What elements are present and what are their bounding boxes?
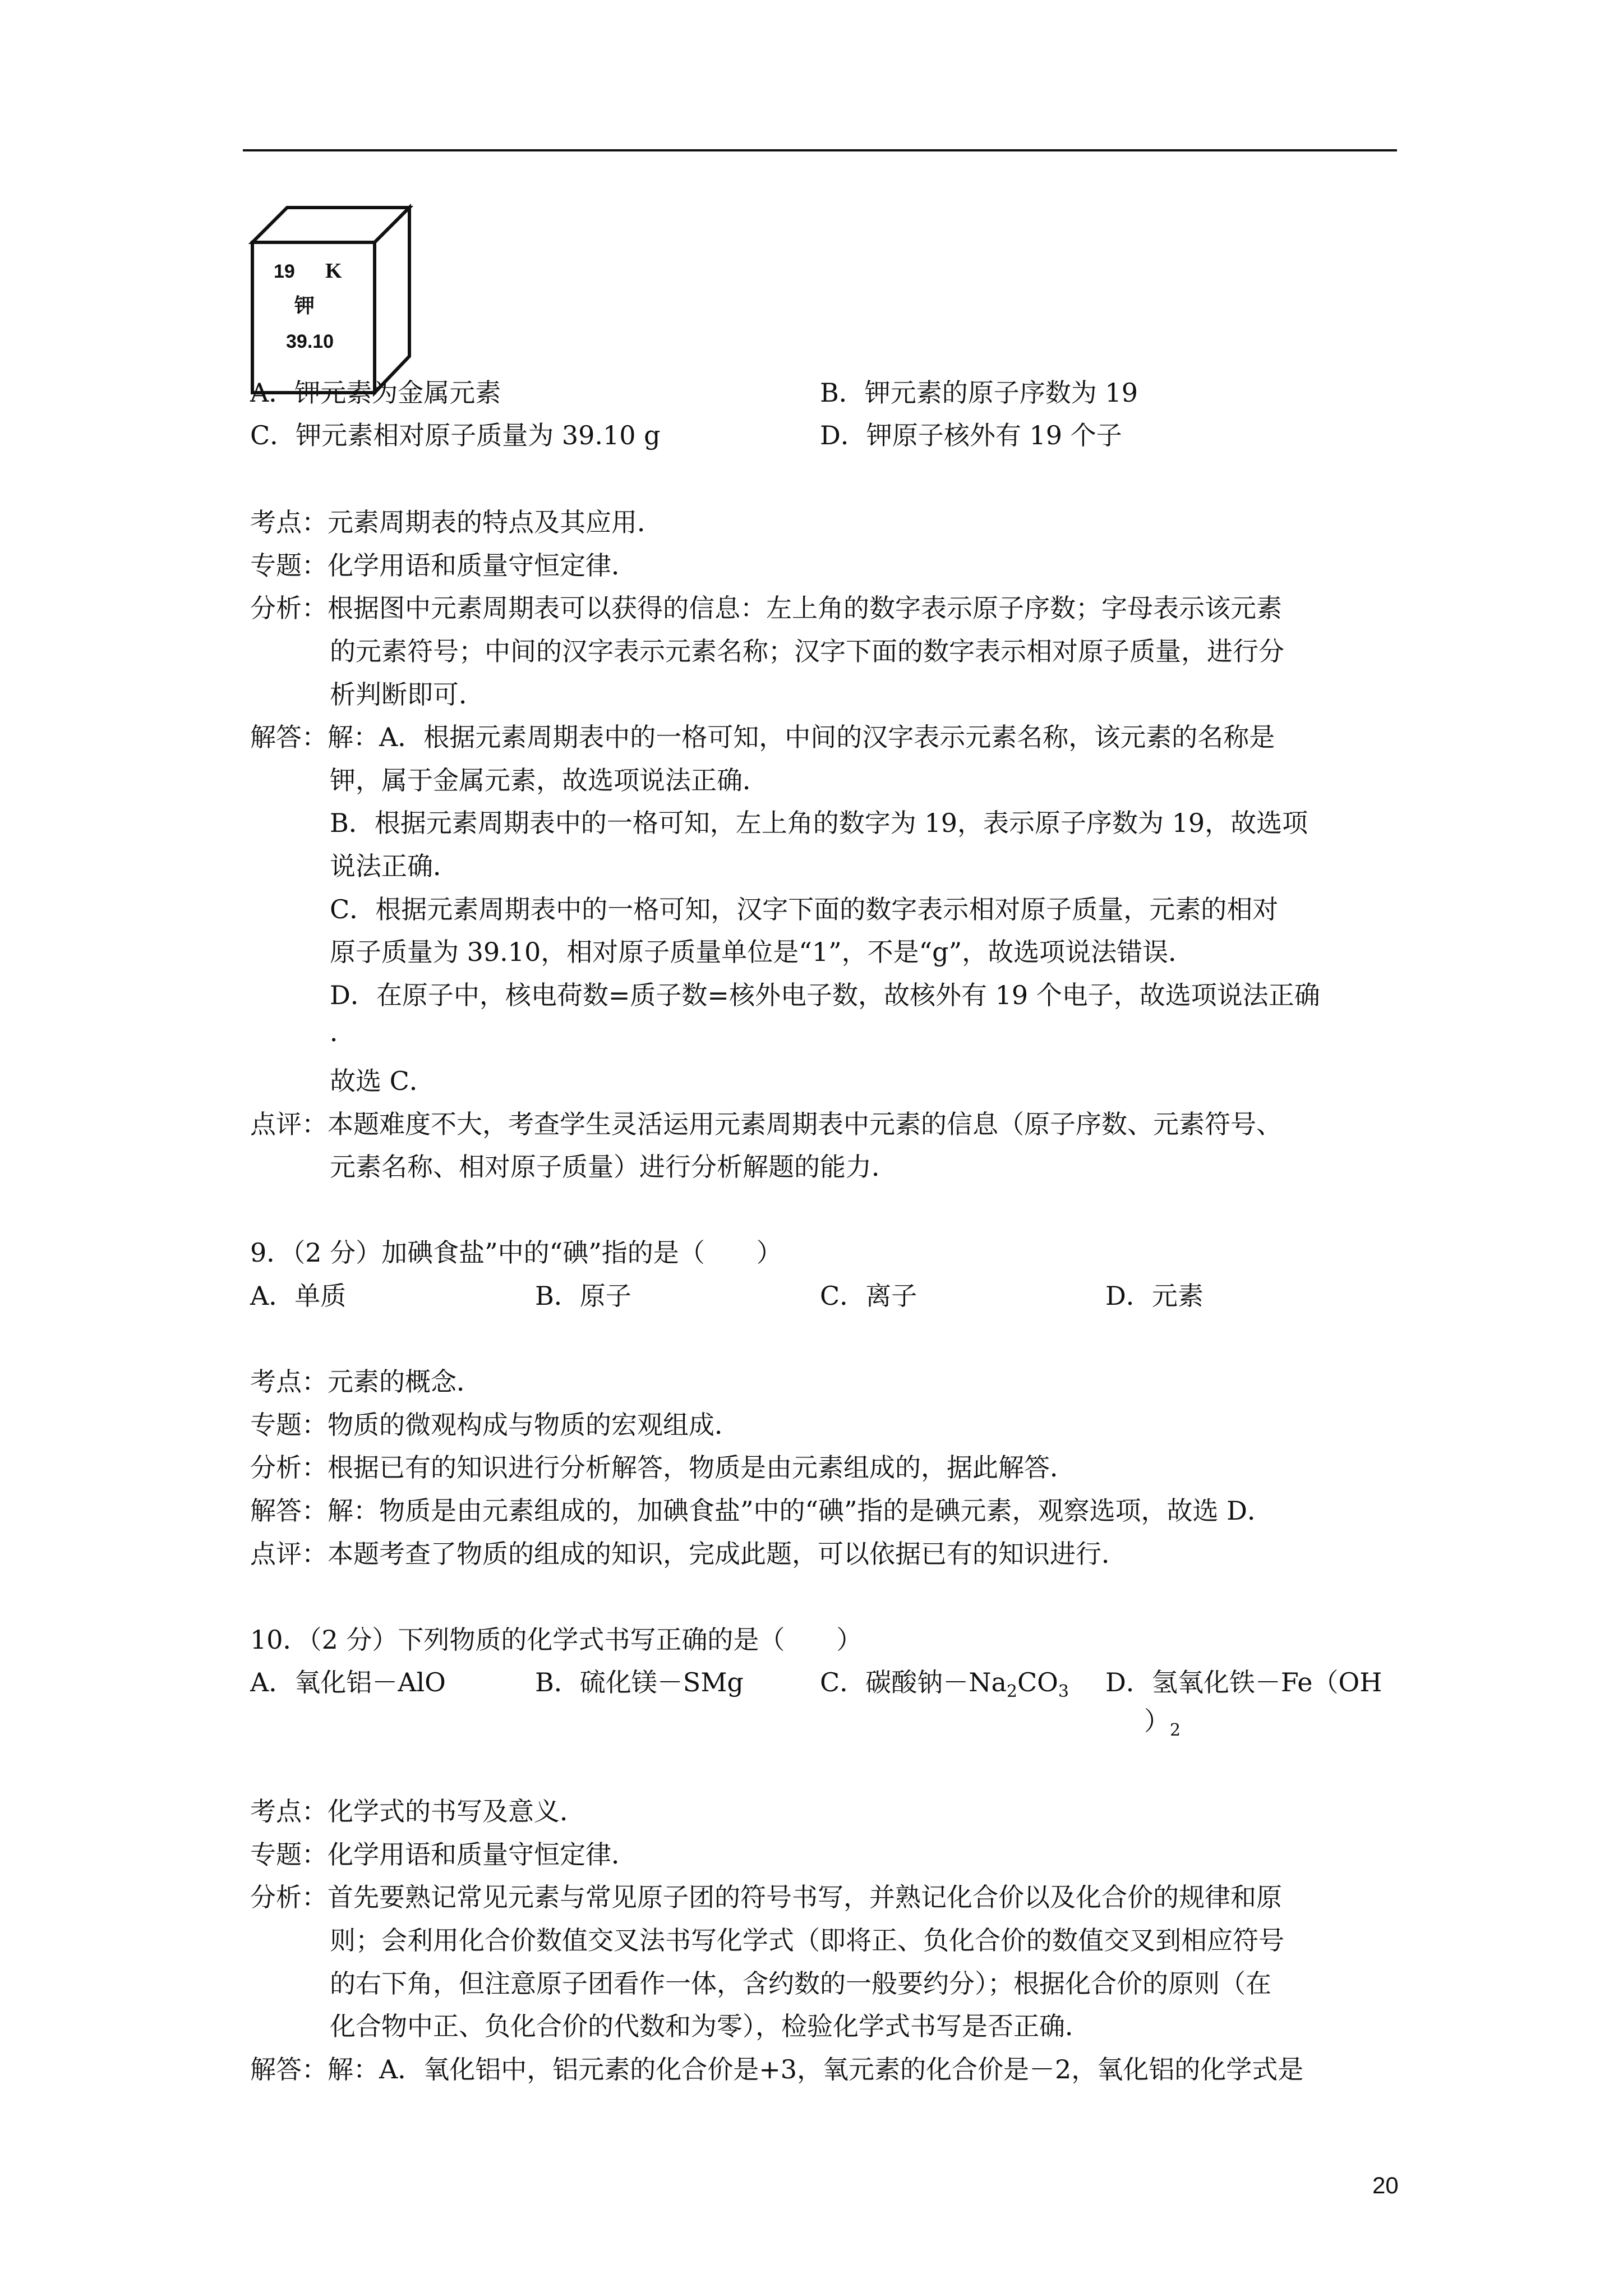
q10-fenxi-line-1: 分析：首先要熟记常见元素与常见原子团的符号书写，并熟记化合价以及化合价的规律和原 [250, 1882, 1282, 1912]
q10-option-a: A．氧化铝－AlO [250, 1667, 446, 1697]
q8-option-b: B．钾元素的原子序数为 19 [820, 378, 1138, 408]
q8-jieda-line-8: ． [330, 1017, 356, 1047]
element-number: 19 [274, 261, 295, 282]
q10-option-d-paren: ） [1144, 1706, 1170, 1736]
q10-fenxi-line-2: 则；会利用化合价数值交叉法书写化学式（即将正、负化合价的数值交叉到相应符号 [330, 1925, 1284, 1955]
q8-option-d: D．钾原子核外有 19 个子 [820, 420, 1122, 450]
q8-jieda-line-9: 故选 C． [330, 1066, 435, 1096]
q10-option-b: B．硫化镁－SMg [535, 1667, 744, 1697]
q8-dianping-line-1: 点评：本题难度不大，考查学生灵活运用元素周期表中元素的信息（原子序数、元素符号、 [250, 1109, 1282, 1139]
q8-jieda-line-7: D．在原子中，核电荷数=质子数=核外电子数，故核外有 19 个电子，故选项说法正确 [330, 980, 1320, 1010]
q8-dianping-line-2: 元素名称、相对原子质量）进行分析解题的能力． [330, 1152, 897, 1182]
q8-fenxi-line-1: 分析：根据图中元素周期表可以获得的信息：左上角的数字表示原子序数；字母表示该元素 [250, 593, 1282, 623]
q8-jieda-line-2: 钾，属于金属元素，故选项说法正确． [330, 765, 768, 795]
q10-option-c-prefix: C．碳酸钠－Na [820, 1667, 1007, 1697]
q9-kaodian: 考点：元素的概念． [250, 1366, 482, 1397]
q10-option-c [820, 1667, 1069, 1708]
q9-zhuanti: 专题：物质的微观构成与物质的宏观组成． [250, 1410, 740, 1440]
q10-option-d-sub: 2 [1170, 1720, 1181, 1740]
q10-option-c-sub-2: 3 [1058, 1682, 1069, 1701]
q9-option-d: D．元素 [1105, 1281, 1204, 1311]
q10-jieda: 解答：解：A．氧化铝中，铝元素的化合价是+3，氧元素的化合价是－2，氧化铝的化学式是 [250, 2054, 1304, 2085]
q8-option-c: C．钾元素相对原子质量为 39.10 g [250, 420, 661, 450]
q10-fenxi-line-3: 的右下角，但注意原子团看作一体，含约数的一般要约分）；根据化合价的原则（在 [330, 1968, 1271, 1999]
q8-jieda-line-6: 原子质量为 39.10，相对原子质量单位是“1”，不是“g”，故选项说法错误． [330, 937, 1195, 967]
q10-zhuanti: 专题：化学用语和质量守恒定律． [250, 1839, 637, 1870]
q8-jieda-line-1: 解答：解：A．根据元素周期表中的一格可知，中间的汉字表示元素名称，该元素的名称是 [250, 722, 1275, 752]
q10-option-d-line-1: D．氢氧化铁－Fe（OH [1105, 1667, 1382, 1697]
q8-jieda-line-3: B．根据元素周期表中的一格可知，左上角的数字为 19，表示原子序数为 19，故选项 [330, 808, 1308, 838]
q8-fenxi-line-3: 析判断即可． [330, 679, 485, 710]
q9-option-c: C．离子 [820, 1281, 917, 1311]
q9-stem: 9．（2 分）加碘食盐”中的“碘”指的是（ ） [250, 1237, 782, 1268]
element-name: 钾 [294, 294, 315, 318]
q8-option-a: A．钾元素为金属元素 [250, 378, 501, 408]
page-number: 20 [1372, 2172, 1399, 2198]
q9-option-b: B．原子 [535, 1281, 631, 1311]
q9-dianping: 点评：本题考查了物质的组成的知识，完成此题，可以依据已有的知识进行． [250, 1539, 1127, 1569]
q9-fenxi: 分析：根据已有的知识进行分析解答，物质是由元素组成的，据此解答． [250, 1452, 1076, 1483]
q8-jieda-line-4: 说法正确． [330, 851, 459, 881]
q10-option-c-mid: CO [1017, 1667, 1058, 1697]
potassium-element-box-figure [247, 202, 415, 398]
element-mass: 39.10 [286, 331, 334, 352]
q10-kaodian: 考点：化学式的书写及意义． [250, 1796, 585, 1826]
q10-option-d-line-2 [1144, 1705, 1181, 1746]
q10-stem: 10．（2 分）下列物质的化学式书写正确的是（ ） [250, 1625, 863, 1655]
header-rule [243, 149, 1397, 151]
q10-option-c-sub-1: 2 [1006, 1682, 1017, 1701]
q8-zhuanti: 专题：化学用语和质量守恒定律． [250, 550, 637, 581]
q8-fenxi-line-2: 的元素符号；中间的汉字表示元素名称；汉字下面的数字表示相对原子质量，进行分 [330, 636, 1284, 666]
q8-jieda-line-5: C．根据元素周期表中的一格可知，汉字下面的数字表示相对原子质量，元素的相对 [330, 894, 1279, 924]
element-symbol: K [325, 259, 342, 283]
q8-kaodian: 考点：元素周期表的特点及其应用． [250, 507, 663, 537]
q9-option-a: A．单质 [250, 1281, 347, 1311]
q10-fenxi-line-4: 化合物中正、负化合价的代数和为零），检验化学式书写是否正确． [330, 2011, 1091, 2041]
q9-jieda: 解答：解：物质是由元素组成的，加碘食盐”中的“碘”指的是碘元素，观察选项，故选 D． [250, 1496, 1274, 1526]
